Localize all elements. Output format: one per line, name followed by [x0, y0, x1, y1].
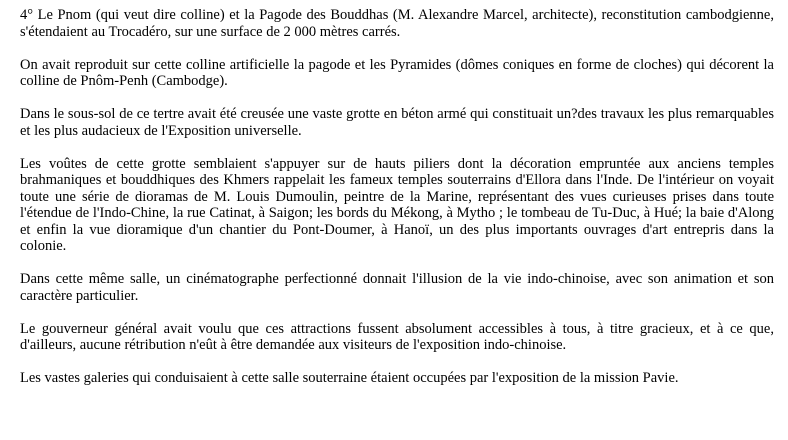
- paragraph-pnom-pagoda: 4° Le Pnom (qui veut dire colline) et la Pagode des Bouddhas (M. Alexandre Marcel, architecte), reconstitution cambodgienne, s'étendaient au Trocadéro, sur une surface de 2 000 mètres carrés.: [20, 7, 774, 40]
- paragraph-concrete-grotto: Dans le sous-sol de ce tertre avait été creusée une vaste grotte en béton armé qui constituait un?des travaux les plus remarquables et les plus audacieux de l'Exposition universelle.: [20, 106, 774, 139]
- paragraph-pavie-mission: Les vastes galeries qui conduisaient à cette salle souterraine étaient occupées par l'exposition de la mission Pavie.: [20, 370, 679, 386]
- paragraph-cinematograph: Dans cette même salle, un cinématographe perfectionné donnait l'illusion de la vie indo-chinoise, avec son animation et son caractère particulier.: [20, 271, 774, 304]
- paragraph-free-access: Le gouverneur général avait voulu que ces attractions fussent absolument accessibles à tous, à titre gracieux, et à ce que, d'ailleurs, aucune rétribution n'eût à être demandée aux visiteurs de l'exposition indo-chinoise.: [20, 320, 774, 353]
- paragraph-artificial-hill: On avait reproduit sur cette colline artificielle la pagode et les Pyramides (dômes coniques en forme de cloches) qui décorent la colline de Pnôm-Penh (Cambodge).: [20, 56, 774, 89]
- paragraph-grotto-vaults-dioramas: Les voûtes de cette grotte semblaient s'appuyer sur de hauts piliers dont la décoration empruntée aux anciens temples brahmaniques et bouddhiques des Khmers rappelait les fameux temples souterrains d'Ellora dans l'Inde. De l'intérieur on voyait toute une série de dioramas de M. Louis Dumoulin, peintre de la Marine, représentant des vues curieuses prises dans toute l'étendue de l'Indo-Chine, la rue Catinat, à Saigon; les bords du Mékong, à Mytho ; le tombeau de Tu-Duc, à Hué; la baie d'Along et enfin la vue dioramique d'un chantier du Pont-Doumer, à Hanoï, un des plus importants ouvrages d'art entrepris dans la colonie.: [20, 155, 774, 254]
